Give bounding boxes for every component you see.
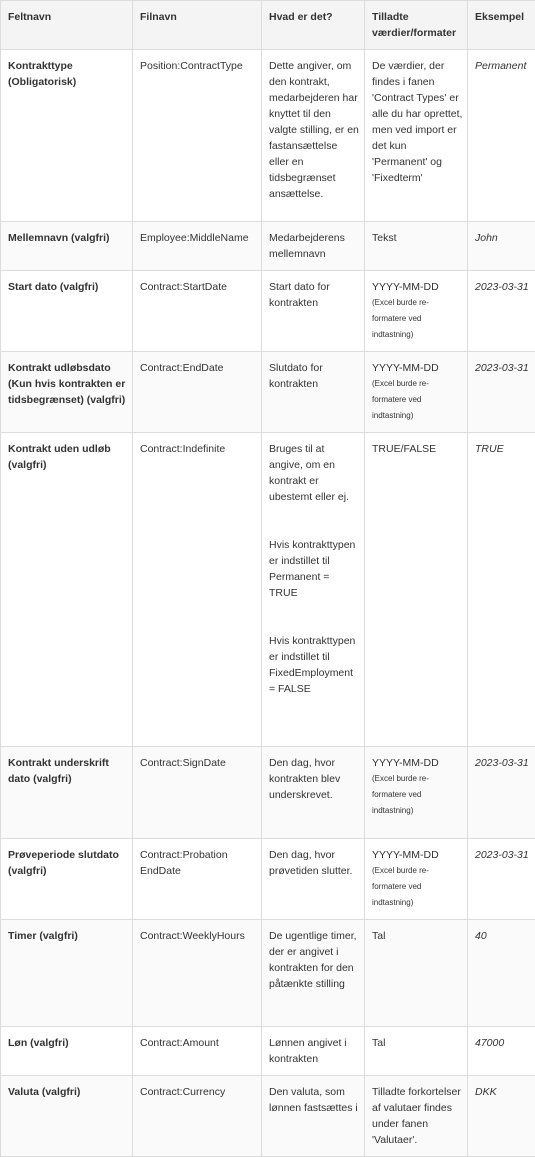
table-row xyxy=(1,50,535,222)
description-cell: Dette angiver, om den kontrakt, medarbejderen har knyttet til den valgte stilling, er en fastansættelse eller en tidsbegrænset ansættelse. xyxy=(262,50,365,222)
allowed-values-cell: Tekst xyxy=(365,222,468,271)
file-name-cell: Contract:Amount xyxy=(133,1027,262,1076)
header-feltnavn: Feltnavn xyxy=(1,1,133,50)
description-cell: De ugentlige timer, der er angivet i kontrakten for den påtænkte stilling xyxy=(262,920,365,1027)
date-format-label: YYYY-MM-DD xyxy=(372,847,463,863)
example-cell: 40 xyxy=(468,920,535,1027)
table-row xyxy=(1,1076,535,1157)
date-format-label: YYYY-MM-DD xyxy=(372,279,463,295)
file-name-cell: Contract:EndDate xyxy=(133,352,262,433)
table-row xyxy=(1,747,535,839)
header-row xyxy=(1,1,535,50)
field-name-cell: Mellemnavn (valgfri) xyxy=(1,222,133,271)
file-name-cell: Position:ContractType xyxy=(133,50,262,222)
header-hvad-er-det: Hvad er det? xyxy=(262,1,365,50)
example-cell: 2023-03-31 xyxy=(468,839,535,920)
allowed-values-cell: Tal xyxy=(365,920,468,1027)
date-format-note: (Excel burde re-formatere ved indtastning) xyxy=(372,863,463,911)
description-cell: Medarbejderens mellemnavn xyxy=(262,222,365,271)
description-cell xyxy=(262,433,365,747)
field-name-cell: Start dato (valgfri) xyxy=(1,271,133,352)
field-name-cell: Timer (valgfri) xyxy=(1,920,133,1027)
allowed-values-cell: De værdier, der findes i fanen 'Contract Types' er alle du har oprettet, men ved import er det kun 'Permanent' og 'Fixedterm' xyxy=(365,50,468,222)
field-name-cell: Løn (valgfri) xyxy=(1,1027,133,1076)
description-paragraph: Hvis kontrakttypen er indstillet til Permanent = TRUE xyxy=(269,537,360,601)
description-cell: Slutdato for kontrakten xyxy=(262,352,365,433)
date-format-note: (Excel burde re-formatere ved indtastning) xyxy=(372,771,463,819)
example-cell: John xyxy=(468,222,535,271)
field-name-cell: Kontrakt udløbsdato (Kun hvis kontrakten er tidsbegrænset) (valgfri) xyxy=(1,352,133,433)
allowed-values-cell xyxy=(365,747,468,839)
table-row xyxy=(1,839,535,920)
table-row xyxy=(1,222,535,271)
example-cell: Permanent xyxy=(468,50,535,222)
field-name-cell: Kontrakt underskrift dato (valgfri) xyxy=(1,747,133,839)
description-cell: Den dag, hvor prøvetiden slutter. xyxy=(262,839,365,920)
description-paragraph: Bruges til at angive, om en kontrakt er ubestemt eller ej. xyxy=(269,441,360,505)
file-name-cell: Contract:SignDate xyxy=(133,747,262,839)
date-format-note: (Excel burde re-formatere ved indtastning) xyxy=(372,376,463,424)
date-format-label: YYYY-MM-DD xyxy=(372,755,463,771)
allowed-values-cell xyxy=(365,352,468,433)
description-cell: Den valuta, som lønnen fastsættes i xyxy=(262,1076,365,1157)
field-name-cell: Valuta (valgfri) xyxy=(1,1076,133,1157)
file-name-cell: Contract:StartDate xyxy=(133,271,262,352)
example-cell: 2023-03-31 xyxy=(468,747,535,839)
example-cell: 2023-03-31 xyxy=(468,352,535,433)
allowed-values-cell: Tilladte forkortelser af valutaer findes under fanen 'Valutaer'. xyxy=(365,1076,468,1157)
description-cell: Start dato for kontrakten xyxy=(262,271,365,352)
table-row xyxy=(1,433,535,747)
date-format-note: (Excel burde re-formatere ved indtastning) xyxy=(372,295,463,343)
date-format-label: YYYY-MM-DD xyxy=(372,360,463,376)
table-row xyxy=(1,352,535,433)
header-filnavn: Filnavn xyxy=(133,1,262,50)
allowed-values-cell xyxy=(365,839,468,920)
example-cell: DKK xyxy=(468,1076,535,1157)
description-cell: Den dag, hvor kontrakten blev underskrevet. xyxy=(262,747,365,839)
allowed-values-cell xyxy=(365,271,468,352)
example-cell: 47000 xyxy=(468,1027,535,1076)
table-row xyxy=(1,920,535,1027)
field-name-cell: Prøveperiode slutdato (valgfri) xyxy=(1,839,133,920)
header-eksempel: Eksempel xyxy=(468,1,535,50)
description-paragraph: Hvis kontrakttypen er indstillet til FixedEmployment = FALSE xyxy=(269,633,360,697)
file-name-cell: Contract:Currency xyxy=(133,1076,262,1157)
file-name-cell: Contract:Indefinite xyxy=(133,433,262,747)
example-cell: TRUE xyxy=(468,433,535,747)
header-tilladte-vaerdier: Tilladte værdier/formater xyxy=(365,1,468,50)
table-row xyxy=(1,271,535,352)
file-name-cell: Contract:WeeklyHours xyxy=(133,920,262,1027)
allowed-values-cell: Tal xyxy=(365,1027,468,1076)
file-name-cell: Employee:MiddleName xyxy=(133,222,262,271)
description-cell: Lønnen angivet i kontrakten xyxy=(262,1027,365,1076)
table-row xyxy=(1,1027,535,1076)
field-name-cell: Kontrakttype (Obligatorisk) xyxy=(1,50,133,222)
field-name-cell: Kontrakt uden udløb (valgfri) xyxy=(1,433,133,747)
file-name-cell: Contract:Probation EndDate xyxy=(133,839,262,920)
allowed-values-cell: TRUE/FALSE xyxy=(365,433,468,747)
example-cell: 2023-03-31 xyxy=(468,271,535,352)
